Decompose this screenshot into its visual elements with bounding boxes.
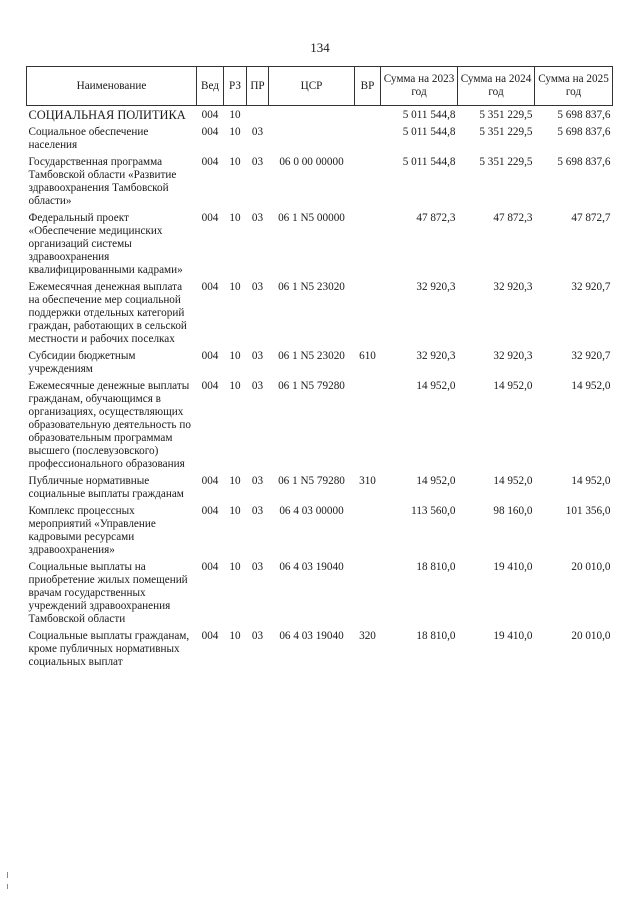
row-vr: 610 [359, 350, 376, 362]
row-pr: 03 [251, 126, 264, 138]
row-pr: 03 [251, 156, 264, 168]
table-row [27, 505, 613, 561]
header-csr: ЦСР [269, 67, 355, 106]
scan-artifact-mark [7, 884, 8, 889]
table-row [27, 630, 613, 673]
row-pr: 03 [251, 505, 264, 517]
row-rz: 10 [229, 156, 241, 168]
row-sum-2024: 19 410,0 [493, 561, 533, 573]
row-ved: 004 [201, 561, 219, 573]
row-csr: 06 1 N5 79280 [278, 380, 345, 392]
row-vr [355, 212, 381, 281]
row-pr: 03 [251, 350, 264, 362]
row-ved: 004 [201, 156, 219, 168]
table-row [27, 350, 613, 380]
row-sum-2023: 47 872,3 [416, 212, 456, 224]
table-row [27, 561, 613, 630]
row-rz: 10 [229, 109, 241, 121]
row-ved: 004 [201, 505, 219, 517]
row-sum-2023: 32 920,3 [416, 281, 456, 293]
row-ved: 004 [201, 212, 219, 224]
row-pr: 03 [251, 630, 264, 642]
row-ved: 004 [201, 350, 219, 362]
row-rz: 10 [229, 630, 241, 642]
header-sum-2023: Сумма на 2023 год [381, 67, 458, 106]
row-sum-2024: 19 410,0 [493, 630, 533, 642]
table-row [27, 126, 613, 156]
row-vr: 310 [359, 475, 376, 487]
row-sum-2025: 14 952,0 [571, 475, 611, 487]
row-sum-2025: 32 920,7 [571, 350, 611, 362]
row-csr: 06 1 N5 00000 [278, 212, 345, 224]
row-vr [355, 380, 381, 475]
row-vr [355, 505, 381, 561]
row-sum-2023: 5 011 544,8 [402, 109, 456, 121]
row-rz: 10 [229, 561, 241, 573]
table-row [27, 156, 613, 212]
row-sum-2025: 47 872,7 [571, 212, 611, 224]
row-sum-2023: 18 810,0 [416, 561, 456, 573]
row-rz: 10 [229, 350, 241, 362]
row-vr [355, 156, 381, 212]
row-sum-2025: 5 698 837,6 [557, 126, 611, 138]
row-sum-2025: 32 920,7 [571, 281, 611, 293]
row-name: Федеральный проект «Обеспечение медицинских организаций системы здравоохранения квалифицированными кадрами» [28, 212, 183, 276]
row-pr [247, 106, 269, 127]
row-name: Социальное обеспечение населения [28, 126, 149, 151]
row-rz: 10 [229, 475, 241, 487]
row-name: Социальные выплаты гражданам, кроме публичных нормативных социальных выплат [28, 630, 190, 668]
row-rz: 10 [229, 212, 241, 224]
row-ved: 004 [201, 281, 219, 293]
row-name: Ежемесячная денежная выплата на обеспечение мер социальной поддержки отдельных категорий граждан, работающих в сельской местности и рабочих поселках [28, 281, 187, 345]
table-header-row [27, 67, 613, 106]
row-rz: 10 [229, 505, 241, 517]
row-sum-2024: 5 351 229,5 [479, 109, 533, 121]
table-row [27, 106, 613, 127]
row-csr: 06 0 00 00000 [279, 156, 344, 168]
row-name: Публичные нормативные социальные выплаты гражданам [28, 475, 184, 500]
row-ved: 004 [201, 380, 219, 392]
header-sum-2025: Сумма на 2025 год [535, 67, 613, 106]
row-sum-2024: 14 952,0 [493, 380, 533, 392]
row-sum-2024: 5 351 229,5 [479, 126, 533, 138]
header-pr: ПР [247, 67, 269, 106]
row-csr [269, 126, 355, 156]
row-sum-2025: 20 010,0 [571, 561, 611, 573]
row-sum-2025: 5 698 837,6 [557, 109, 611, 121]
row-name: Государственная программа Тамбовской области «Развитие здравоохранения Тамбовской области» [28, 156, 177, 207]
row-sum-2025: 20 010,0 [571, 630, 611, 642]
scan-artifact-mark [7, 872, 8, 878]
row-csr: 06 1 N5 23020 [278, 281, 345, 293]
row-sum-2024: 14 952,0 [493, 475, 533, 487]
row-ved: 004 [201, 630, 219, 642]
row-sum-2025: 5 698 837,6 [557, 156, 611, 168]
row-rz: 10 [229, 281, 241, 293]
row-csr: 06 4 03 19040 [279, 561, 344, 573]
row-pr: 03 [251, 475, 264, 487]
header-ved: Вед [197, 67, 224, 106]
row-sum-2023: 32 920,3 [416, 350, 456, 362]
row-name: СОЦИАЛЬНАЯ ПОЛИТИКА [28, 108, 186, 122]
row-sum-2023: 5 011 544,8 [402, 126, 456, 138]
row-vr [355, 561, 381, 630]
row-name: Субсидии бюджетным учреждениям [28, 350, 136, 375]
row-vr: 320 [359, 630, 376, 642]
row-csr: 06 1 N5 23020 [278, 350, 345, 362]
row-sum-2023: 18 810,0 [416, 630, 456, 642]
table-row [27, 281, 613, 350]
table-row [27, 212, 613, 281]
header-rz: РЗ [224, 67, 247, 106]
row-rz: 10 [229, 126, 241, 138]
row-csr: 06 4 03 19040 [279, 630, 344, 642]
row-pr: 03 [251, 561, 264, 573]
header-name: Наименование [27, 67, 197, 106]
row-vr [355, 126, 381, 156]
row-name: Социальные выплаты на приобретение жилых помещений врачам государственных учреждений здравоохранения Тамбовской области [28, 561, 188, 625]
row-name: Комплекс процессных мероприятий «Управление кадровыми ресурсами здравоохранения» [28, 505, 156, 556]
row-sum-2024: 32 920,3 [493, 281, 533, 293]
page-number: 134 [310, 40, 330, 55]
header-vr: ВР [355, 67, 381, 106]
row-name: Ежемесячные денежные выплаты гражданам, обучающимся в организациях, осуществляющих образовательную деятельность по образовательным программам высшего (послевузовского) профессионального образования [28, 380, 191, 470]
row-ved: 004 [201, 475, 219, 487]
row-rz: 10 [229, 380, 241, 392]
row-sum-2024: 5 351 229,5 [479, 156, 533, 168]
row-vr [355, 281, 381, 350]
row-sum-2025: 14 952,0 [571, 380, 611, 392]
row-vr [355, 106, 381, 127]
row-sum-2024: 47 872,3 [493, 212, 533, 224]
budget-table [26, 66, 613, 673]
table-row [27, 475, 613, 505]
row-csr [269, 106, 355, 127]
row-ved: 004 [201, 126, 219, 138]
header-sum-2024: Сумма на 2024 год [458, 67, 535, 106]
row-csr: 06 4 03 00000 [279, 505, 344, 517]
row-sum-2023: 5 011 544,8 [402, 156, 456, 168]
row-sum-2023: 14 952,0 [416, 475, 456, 487]
row-ved: 004 [201, 109, 219, 121]
row-pr: 03 [251, 380, 264, 392]
row-sum-2024: 98 160,0 [493, 505, 533, 517]
table-row [27, 380, 613, 475]
row-csr: 06 1 N5 79280 [278, 475, 345, 487]
row-sum-2024: 32 920,3 [493, 350, 533, 362]
row-sum-2023: 14 952,0 [416, 380, 456, 392]
row-sum-2023: 113 560,0 [411, 505, 456, 517]
row-pr: 03 [251, 281, 264, 293]
row-sum-2025: 101 356,0 [565, 505, 611, 517]
row-pr: 03 [251, 212, 264, 224]
